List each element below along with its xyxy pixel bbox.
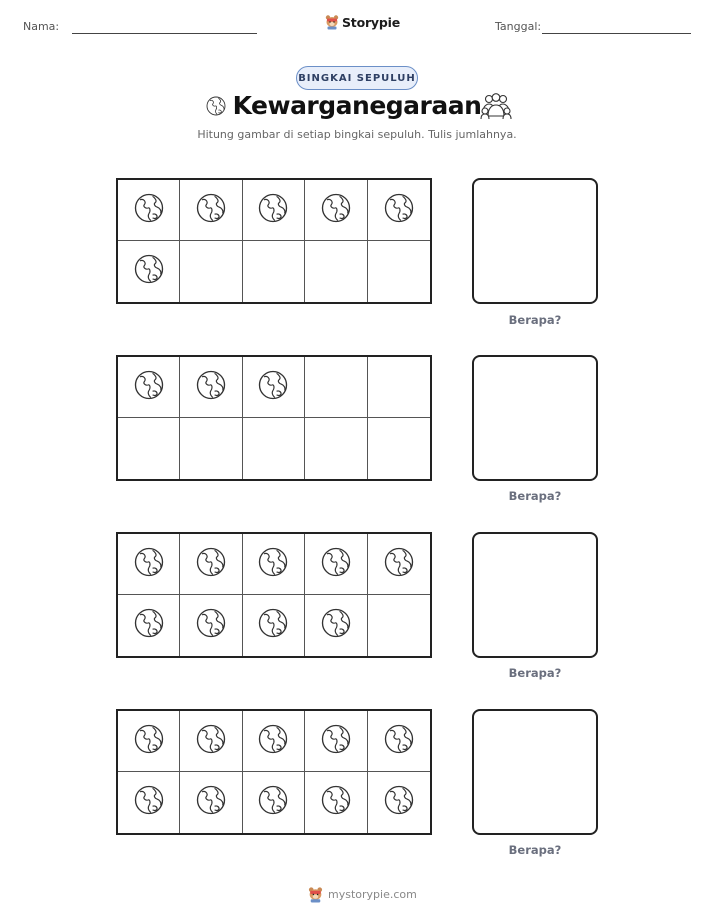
ten-frame-2 bbox=[116, 355, 432, 481]
ten-frame-3 bbox=[116, 532, 432, 658]
frame-cell bbox=[118, 534, 180, 595]
frame-cell bbox=[180, 357, 242, 418]
frame-cell bbox=[243, 357, 305, 418]
name-field[interactable] bbox=[72, 33, 257, 34]
frame-cell bbox=[368, 595, 430, 656]
globe-icon bbox=[255, 782, 291, 823]
ten-frame-1 bbox=[116, 178, 432, 304]
frame-cell bbox=[243, 180, 305, 241]
ten-frame-4 bbox=[116, 709, 432, 835]
globe-icon bbox=[131, 721, 167, 762]
globe-icon bbox=[193, 721, 229, 762]
globe-icon bbox=[318, 721, 354, 762]
globe-icon bbox=[131, 190, 167, 231]
globe-icon bbox=[255, 367, 291, 408]
frame-cell bbox=[180, 241, 242, 302]
globe-icon bbox=[193, 367, 229, 408]
frame-cell bbox=[368, 357, 430, 418]
brand-logo bbox=[325, 14, 400, 30]
answer-label-3: Berapa? bbox=[508, 666, 562, 680]
frame-cell bbox=[243, 595, 305, 656]
name-label: Nama: bbox=[23, 20, 60, 33]
frame-cell bbox=[368, 772, 430, 833]
frame-cell bbox=[118, 595, 180, 656]
frame-cell bbox=[368, 418, 430, 479]
frame-cell bbox=[180, 595, 242, 656]
frame-cell bbox=[243, 711, 305, 772]
answer-label-4: Berapa? bbox=[508, 843, 562, 857]
frame-cell bbox=[180, 534, 242, 595]
globe-icon bbox=[193, 544, 229, 585]
frame-cell bbox=[180, 711, 242, 772]
frame-cell bbox=[305, 357, 367, 418]
globe-icon bbox=[318, 190, 354, 231]
frame-cell bbox=[118, 180, 180, 241]
frame-cell bbox=[305, 772, 367, 833]
frame-cell bbox=[305, 711, 367, 772]
frame-cell bbox=[180, 418, 242, 479]
frame-cell bbox=[118, 711, 180, 772]
frame-cell bbox=[118, 418, 180, 479]
frame-cell bbox=[368, 711, 430, 772]
globe-icon bbox=[193, 782, 229, 823]
globe-icon bbox=[381, 721, 417, 762]
globe-icon bbox=[255, 544, 291, 585]
frame-cell bbox=[305, 241, 367, 302]
globe-icon bbox=[131, 251, 167, 292]
frame-cell bbox=[243, 241, 305, 302]
globe-icon bbox=[318, 782, 354, 823]
bear-icon bbox=[325, 14, 339, 30]
frame-cell bbox=[368, 241, 430, 302]
instructions: Hitung gambar di setiap bingkai sepuluh. Tulis jumlahnya. bbox=[197, 128, 517, 141]
globe-icon bbox=[255, 190, 291, 231]
globe-icon bbox=[318, 605, 354, 646]
globe-icon bbox=[131, 367, 167, 408]
frame-cell bbox=[243, 418, 305, 479]
footer bbox=[308, 886, 417, 903]
globe-icon bbox=[318, 544, 354, 585]
date-field[interactable] bbox=[542, 33, 691, 34]
globe-icon bbox=[255, 605, 291, 646]
frame-cell bbox=[305, 418, 367, 479]
globe-icon bbox=[255, 721, 291, 762]
frame-cell bbox=[368, 534, 430, 595]
answer-box-2[interactable] bbox=[472, 355, 598, 481]
answer-box-1[interactable] bbox=[472, 178, 598, 304]
globe-icon bbox=[131, 544, 167, 585]
frame-cell bbox=[368, 180, 430, 241]
globe-icon bbox=[381, 544, 417, 585]
people-group-icon bbox=[480, 92, 512, 120]
frame-cell bbox=[118, 357, 180, 418]
globe-icon bbox=[131, 605, 167, 646]
frame-cell bbox=[305, 180, 367, 241]
globe-icon bbox=[193, 605, 229, 646]
category-badge: BINGKAI SEPULUH bbox=[296, 66, 418, 90]
page-title: Kewarganegaraan bbox=[232, 91, 482, 120]
globe-icon bbox=[131, 782, 167, 823]
frame-cell bbox=[118, 772, 180, 833]
frame-cell bbox=[180, 772, 242, 833]
bear-icon bbox=[308, 886, 323, 903]
date-label: Tanggal: bbox=[495, 20, 542, 33]
frame-cell bbox=[243, 772, 305, 833]
globe-icon bbox=[381, 190, 417, 231]
globe-icon bbox=[193, 190, 229, 231]
frame-cell bbox=[305, 595, 367, 656]
brand-name: Storypie bbox=[342, 14, 400, 30]
frame-cell bbox=[305, 534, 367, 595]
globe-icon bbox=[381, 782, 417, 823]
answer-label-2: Berapa? bbox=[508, 489, 562, 503]
answer-box-3[interactable] bbox=[472, 532, 598, 658]
frame-cell bbox=[180, 180, 242, 241]
frame-cell bbox=[118, 241, 180, 302]
answer-box-4[interactable] bbox=[472, 709, 598, 835]
footer-url: mystorypie.com bbox=[328, 888, 417, 901]
frame-cell bbox=[243, 534, 305, 595]
answer-label-1: Berapa? bbox=[508, 313, 562, 327]
